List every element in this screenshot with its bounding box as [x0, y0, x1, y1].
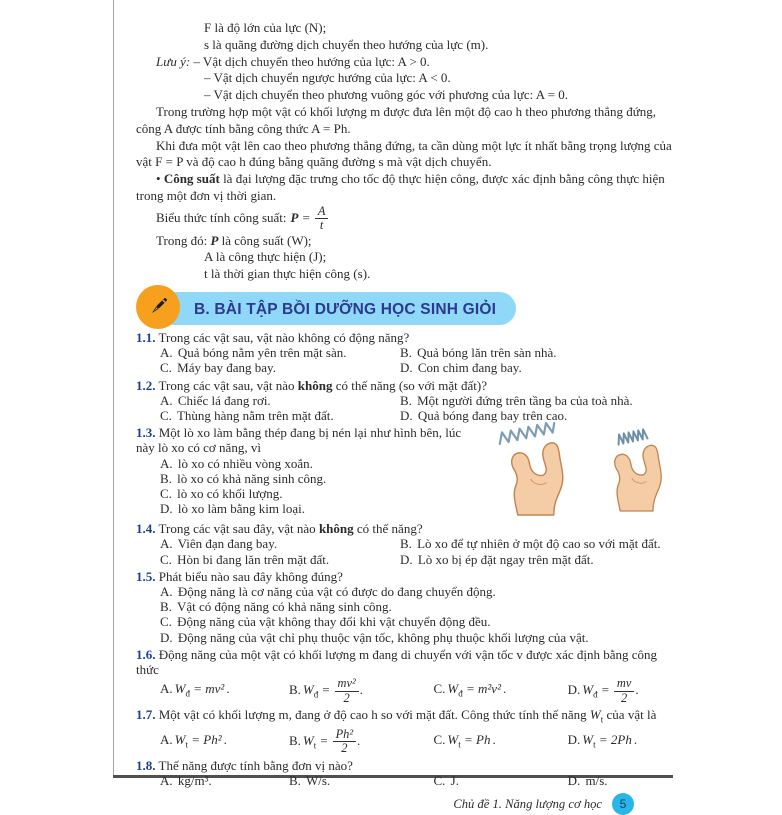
- option: C. Thùng hàng nằm trên mặt đất.: [160, 407, 334, 423]
- power-symbol: P: [210, 232, 219, 248]
- option-formula: B. $W_t$ = $\frac{\text{Ph²}}{2}$ .: [289, 727, 361, 756]
- page-footer: [136, 793, 676, 815]
- paragraph-power: • Công suất là đại lượng đặc trưng cho tốc độ thực hiện công, được xác định bằng công thực hiện trong một đơn vị thời gian.: [136, 171, 665, 203]
- option: B. W/s.: [289, 773, 331, 789]
- question-1-3: 1.3. Một lò xo làm bằng thép đang bị nén lại như hình bên, lúc này lò xo có cơ năng, vì A. lò xo có nhiều vòng xoắn. B. lò xo có khả năng sinh công. C. lò xo có khối lượng. D. lò xo làm bằng kim loại.: [136, 425, 676, 519]
- option: A. lò xo có nhiều vòng xoắn.: [160, 455, 313, 471]
- page-content: [136, 20, 676, 815]
- option-formula: B. $W_đ$ = $\frac{\text{mv²}}{2}$ .: [289, 676, 363, 705]
- option: C. Máy bay đang bay.: [160, 360, 276, 376]
- option: A. Viên đạn đang bay.: [160, 536, 278, 552]
- definition-line: F là độ lớn của lực (N);: [204, 20, 327, 35]
- option: B. Lò xo để tự nhiên ở một độ cao so với mặt đất.: [399, 536, 661, 552]
- option: D. Lò xo bị ép đặt ngay trên mặt đất.: [399, 551, 594, 567]
- option: B. Vật có động năng có khả năng sinh công.: [160, 599, 392, 615]
- question-number: 1.8.: [136, 757, 156, 773]
- question-number: 1.5.: [136, 568, 156, 584]
- definition-line: s là quãng đường dịch chuyển theo hướng của lực (m).: [204, 36, 489, 52]
- option-formula: A. $W_t = Ph^2$ .: [160, 731, 227, 750]
- fraction-A-over-t: $\frac{A}{t}$: [315, 205, 329, 233]
- hand-compressed-spring: [594, 425, 676, 515]
- note-label: Lưu ý:: [156, 53, 191, 69]
- option: C. lò xo có khối lượng.: [160, 485, 283, 501]
- question-1-2: 1.2. Trong các vật sau, vật nào không có thế năng (so với mặt đất)? A. Chiếc lá đang rơi. B. Một người đứng trên tầng ba của toà nhà. C. Thùng hàng nằm trên mặt đất. D. Quả bóng đang bay trên cao.: [136, 378, 676, 424]
- question-number: 1.3.: [136, 425, 156, 441]
- option: B. Quả bóng lăn trên sàn nhà.: [399, 345, 557, 361]
- question-number: 1.1.: [136, 329, 156, 345]
- option: D. Động năng của vật chỉ phụ thuộc vận tốc, không phụ thuộc khối lượng của vật.: [160, 629, 589, 645]
- paragraph: Trong trường hợp một vật có khối lượng m được đưa lên một độ cao h theo phương thẳng đứng, công A được tính bằng công thức A = Ph.: [136, 103, 657, 136]
- question-1-8: 1.8. Thế năng được tính bằng đơn vị nào? A. kg/m³. B. W/s. C. J. D. m/s.: [136, 758, 676, 788]
- option: D. lò xo làm bằng kim loại.: [160, 501, 305, 517]
- paragraph: Khi đưa một vật lên cao theo phương thẳng đứng, ta cần dùng một lực ít nhất bằng trọng lượng của vật F = P và độ cao h đúng bằng quãng đường s mà vật dịch chuyển.: [136, 137, 672, 170]
- option: A. kg/m³.: [160, 773, 212, 789]
- option: A. Chiếc lá đang rơi.: [160, 392, 271, 408]
- term-cong-suat: Công suất: [163, 171, 220, 187]
- question-number: 1.4.: [136, 521, 156, 537]
- option: A. Quả bóng nằm yên trên mặt sàn.: [160, 345, 347, 361]
- question-number: 1.6.: [136, 646, 156, 662]
- option-formula: D. $W_t = 2Ph$ .: [567, 731, 638, 750]
- where-line: A là công thực hiện (J);: [204, 249, 327, 265]
- power-formula-line: Biểu thức tính công suất: P = $\frac{A}{t}$: [136, 205, 676, 233]
- option: A. Động năng là cơ năng của vật có được do đang chuyển động.: [160, 583, 496, 599]
- option-formula: A. $W_đ = mv^2$ .: [160, 680, 230, 699]
- hand-stretched-spring: [486, 425, 582, 515]
- where-line: Trong đó: P là công suất (W);: [156, 232, 312, 248]
- question-number: 1.2.: [136, 377, 156, 393]
- question-number: 1.7.: [136, 707, 156, 723]
- option-formula: C. $W_t = Ph$ .: [433, 731, 496, 750]
- page-left-border: [113, 0, 114, 775]
- question-1-6: 1.6. Động năng của một vật có khối lượng m đang di chuyển với vận tốc v được xác định bằng công thức A. $W_đ = mv^2$ . B. $W_đ$ = $\frac{\text{mv²}}{2}$ . C. $W_đ = m^2v^2$ . D. $W_đ$ = $\frac{mv}{2}$ .: [136, 647, 676, 705]
- page-number-badge: 5: [612, 793, 634, 815]
- option: D. Con chim đang bay.: [399, 360, 522, 376]
- pen-icon: [136, 285, 180, 329]
- power-symbol: P: [290, 210, 299, 226]
- option-formula: C. $W_đ = m^2v^2$ .: [433, 680, 507, 699]
- section-heading-banner: [136, 289, 516, 325]
- note-line: – Vật dịch chuyển theo phương vuông góc với phương của lực: A = 0.: [204, 87, 569, 103]
- option: C. Hòn bi đang lăn trên mặt đất.: [160, 551, 330, 567]
- question-1-7: 1.7. Một vật có khối lượng m, đang ở độ cao h so với mặt đất. Công thức tính thế năng $W_t$ của vật là A. $W_t = Ph^2$ . B. $W_t$ = $\frac{\text{Ph²}}{2}$ . C. $W_t = Ph$ . D. $W_t = 2Ph$ .: [136, 707, 676, 756]
- option: B. Một người đứng trên tầng ba của toà nhà.: [399, 392, 633, 408]
- section-heading-title: B. BÀI TẬP BỒI DƯỠNG HỌC SINH GIỎI: [194, 300, 497, 318]
- spring-hands-figure: [488, 425, 676, 517]
- theory-section: [136, 20, 676, 283]
- question-1-5: 1.5. Phát biểu nào sau đây không đúng? A. Động năng là cơ năng của vật có được do đang chuyển động. B. Vật có động năng có khả năng sinh công. C. Động năng của vật không thay đổi khi vật chuyển động đều. D. Động năng của vật chỉ phụ thuộc vận tốc, không phụ thuộc khối lượng của vật.: [136, 569, 676, 645]
- option: C. J.: [433, 773, 459, 789]
- option: D. Quả bóng đang bay trên cao.: [399, 407, 568, 423]
- note-line: – Vật dịch chuyển ngược hướng của lực: A < 0.: [204, 70, 451, 86]
- option: D. m/s.: [567, 773, 608, 789]
- question-1-4: 1.4. Trong các vật sau đây, vật nào không có thế năng? A. Viên đạn đang bay. B. Lò xo để tự nhiên ở một độ cao so với mặt đất. C. Hòn bi đang lăn trên mặt đất. D. Lò xo bị ép đặt ngay trên mặt đất.: [136, 521, 676, 567]
- where-line: t là thời gian thực hiện công (s).: [204, 266, 371, 282]
- questions-section: [136, 330, 676, 788]
- option-formula: D. $W_đ$ = $\frac{mv}{2}$ .: [567, 676, 639, 705]
- question-1-1: 1.1. Trong các vật sau, vật nào không có động năng? A. Quả bóng nằm yên trên mặt sàn. B. Quả bóng lăn trên sàn nhà. C. Máy bay đang bay. D. Con chim đang bay.: [136, 330, 676, 376]
- option: B. lò xo có khả năng sinh công.: [160, 470, 327, 486]
- footer-chapter: Chủ đề 1. Năng lượng cơ học: [453, 796, 602, 811]
- note-line: Lưu ý: – Vật dịch chuyển theo hướng của lực: A > 0.: [156, 53, 430, 69]
- option: C. Động năng của vật không thay đổi khi vật chuyển động đều.: [160, 614, 491, 630]
